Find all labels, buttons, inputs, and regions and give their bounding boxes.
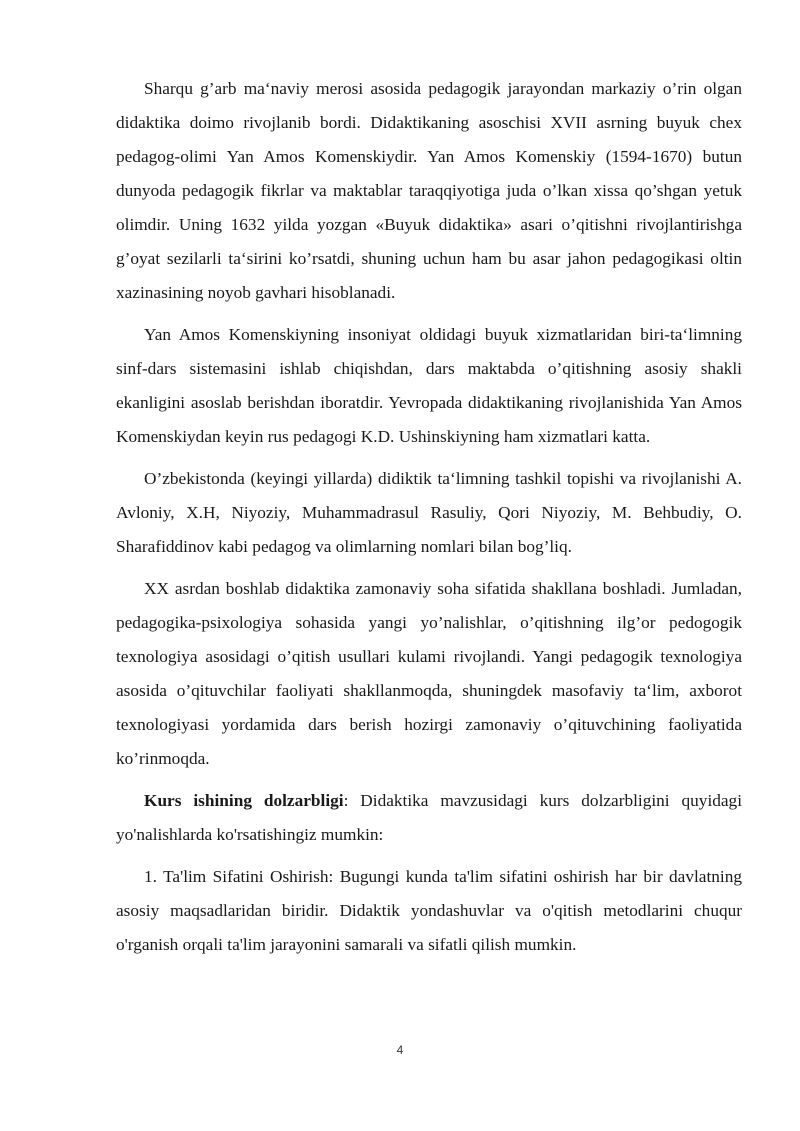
page-number: 4 [396, 1043, 404, 1057]
paragraph-text: O’zbekistonda (keyingi yillarda) didiktik ta‘limning tashkil topishi va rivojlanishi A. Avloniy, X.H, Niyoziy, Muhammadrasul Rasuliy, Qori Niyoziy, M. Behbudiy, O. Sharafiddinov kabi pedagog va olimlarning nomlari bilan bog’liq. [116, 469, 742, 556]
paragraph-text: Sharqu g’arb ma‘naviy merosi asosida pedagogik jarayondan markaziy o’rin olgan didaktika doimo rivojlanib bordi. Didaktikaning asoschisi XVII asrning buyuk chex pedagog-olimi Yan Amos Komenskiydir. Yan Amos Komenskiy (1594-1670) butun dunyoda pedagogik fikrlar va maktablar taraqqiyotiga juda o’lkan xissa qo’shgan yetuk olimdir. Uning 1632 yilda yozgan «Buyuk didaktika» asari o’qitishni rivojlantirishga g’oyat sezilarli ta‘sirini ko’rsatdi, shuning uchun ham bu asar jahon pedagogikasi oltin xazinasining noyob gavhari hisoblanadi. [116, 79, 742, 302]
paragraph-text: XX asrdan boshlab didaktika zamonaviy soha sifatida shakllana boshladi. Jumladan, pedagogika-psixologiya sohasida yangi yo’nalishlar, o’qitishning ilg’or pedogogik texnologiya asosidagi o’qitish usullari kulami rivojlandi. Yangi pedagogik texnologiya asosida o’qituvchilar faoliyati shakllanmoqda, shuningdek masofaviy ta‘lim, axborot texnologiyasi yordamida dars berish hozirgi zamonaviy o’qituvchining faoliyatida ko’rinmoqda. [116, 579, 742, 768]
relevance-heading: Kurs ishining dolzarbligi [144, 791, 344, 810]
paragraph-text: 1. Ta'lim Sifatini Oshirish: Bugungi kunda ta'lim sifatini oshirish har bir davlatning asosiy maqsadlaridan biridir. Didaktik yondashuvlar va o'qitish metodlarini chuqur o'rganish orqali ta'lim jarayonini samarali va sifatli qilish mumkin. [116, 867, 742, 954]
paragraph-quality [116, 860, 742, 962]
paragraph-text: : Didaktika mavzusidagi kurs dolzarbligini quyidagi yo'nalishlarda ko'rsatishingiz mumkin: [116, 791, 742, 844]
paragraph-history [116, 72, 742, 310]
paragraph-text: Yan Amos Komenskiyning insoniyat oldidagi buyuk xizmatlaridan biri-ta‘limning sinf-dars sistemasini ishlab chiqishdan, dars maktabda o’qitishning asosiy shakli ekanligini asoslab berishdan iboratdir. Yevropada didaktikaning rivojlanishida Yan Amos Komenskiydan keyin rus pedagogi K.D. Ushinskiyning ham xizmatlari katta. [116, 325, 742, 446]
paragraph-relevance [116, 784, 742, 852]
paragraph-xx-century [116, 572, 742, 776]
paragraph-komenskiy [116, 318, 742, 454]
paragraph-uzbekistan [116, 462, 742, 564]
document-page [116, 72, 742, 970]
